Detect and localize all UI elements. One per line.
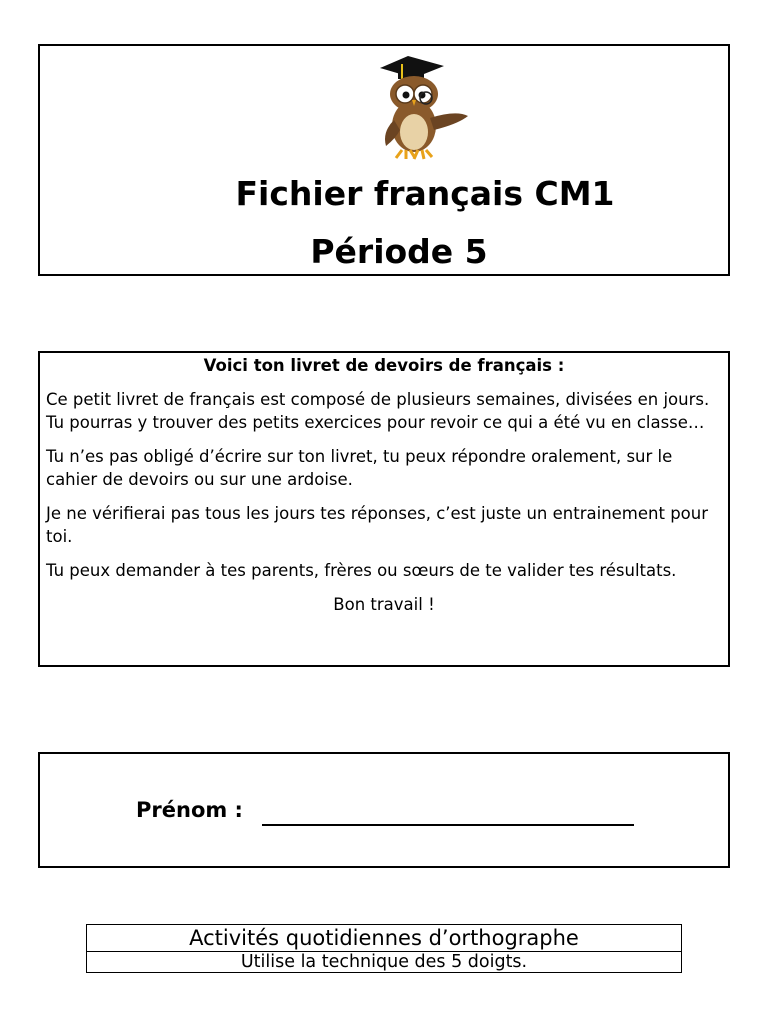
- name-box: [38, 752, 730, 868]
- intro-paragraph: Tu n’es pas obligé d’écrire sur ton livret, tu peux répondre oralement, sur le cahier de devoirs ou sur une ardoise.: [46, 447, 673, 489]
- name-label: Prénom :: [136, 798, 243, 822]
- activities-subtitle: Utilise la technique des 5 doigts.: [87, 952, 682, 973]
- document-title: Fichier français CM1: [235, 174, 615, 213]
- period-title: Période 5: [310, 232, 488, 271]
- activities-table: [86, 924, 682, 973]
- name-writing-line: [262, 824, 634, 826]
- title-box: [38, 44, 730, 276]
- intro-paragraph: Tu peux demander à tes parents, frères ou sœurs de te valider tes résultats.: [46, 561, 677, 580]
- intro-heading: Voici ton livret de devoirs de français :: [203, 356, 565, 375]
- owl-graduate-icon: [368, 50, 478, 162]
- activities-title: Activités quotidiennes d’orthographe: [87, 925, 682, 952]
- intro-closing: Bon travail !: [333, 595, 435, 614]
- intro-box: [38, 351, 730, 667]
- intro-paragraph: Ce petit livret de français est composé de plusieurs semaines, divisées en jours. Tu pourras y trouver des petits exercices pour revoir ce qui a été vu en classe…: [46, 390, 710, 432]
- intro-paragraph: Je ne vérifierai pas tous les jours tes réponses, c’est juste un entrainement pour toi.: [46, 504, 709, 546]
